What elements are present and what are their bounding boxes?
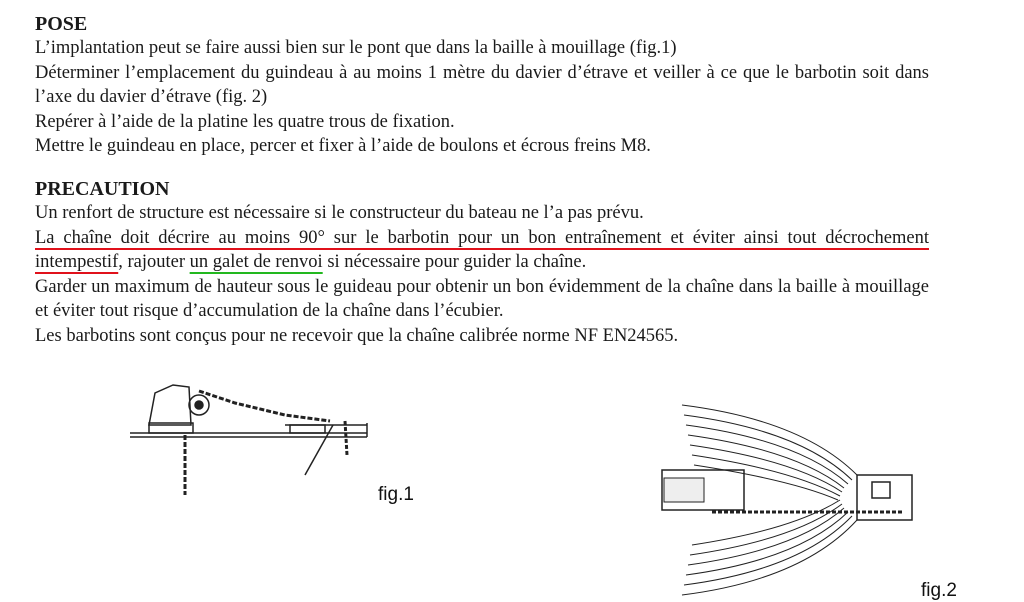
precaution-line-2 bbox=[35, 226, 929, 275]
red-underlined-text: La chaîne doit décrire au moins 90° sur le barbotin pour un bon entraînement et éviter ainsi tout décrochement intempestif bbox=[35, 227, 929, 273]
document-body bbox=[35, 12, 929, 349]
chain-hanging-right bbox=[345, 421, 347, 455]
precaution-line-4: Les barbotins sont conçus pour ne recevoir que la chaîne calibrée norme NF EN24565. bbox=[35, 325, 679, 346]
precaution-line-1: Un renfort de structure est nécessaire si le constructeur du bateau ne l’a pas prévu. bbox=[35, 202, 644, 223]
pose-line-4: Mettre le guindeau en place, percer et fixer à l’aide de boulons et écrous freins M8. bbox=[35, 136, 651, 157]
precaution-line-3: Garder un maximum de hauteur sous le guideau pour obtenir un bon évidemment de la chaîne dans la baille à mouillage et éviter tout risque d’accumulation de la chaîne dans l’écubier. bbox=[35, 276, 929, 322]
green-underlined-text: un galet de renvoi bbox=[189, 252, 323, 273]
pose-line-1: L’implantation peut se faire aussi bien sur le pont que dans la baille à mouillage (fig.1) bbox=[35, 38, 677, 58]
precaution-line-2-end: si nécessaire pour guider la chaîne. bbox=[322, 252, 587, 273]
fig1-label: fig.1 bbox=[378, 484, 414, 505]
fig1-windlass-deck-illustration bbox=[125, 375, 385, 505]
windlass-body bbox=[149, 385, 191, 425]
fig2-windlass-alignment-illustration bbox=[652, 400, 914, 600]
section-gap bbox=[35, 159, 929, 177]
precaution-line-2-mid: , rajouter bbox=[118, 252, 190, 273]
pose-line-3: Repérer à l’aide de la platine les quatre trous de fixation. bbox=[35, 111, 455, 132]
fig2-label: fig.2 bbox=[921, 580, 957, 601]
chain-top bbox=[199, 391, 330, 421]
section-heading-pose: POSE bbox=[35, 13, 88, 35]
section-heading-precaution: PRECAUTION bbox=[35, 177, 170, 200]
pose-line-2: Déterminer l’emplacement du guindeau à au moins 1 mètre du davier d’étrave et veiller à ce que le barbotin soit dans l’axe du davier d’étrave (fig. 2) bbox=[35, 62, 929, 108]
